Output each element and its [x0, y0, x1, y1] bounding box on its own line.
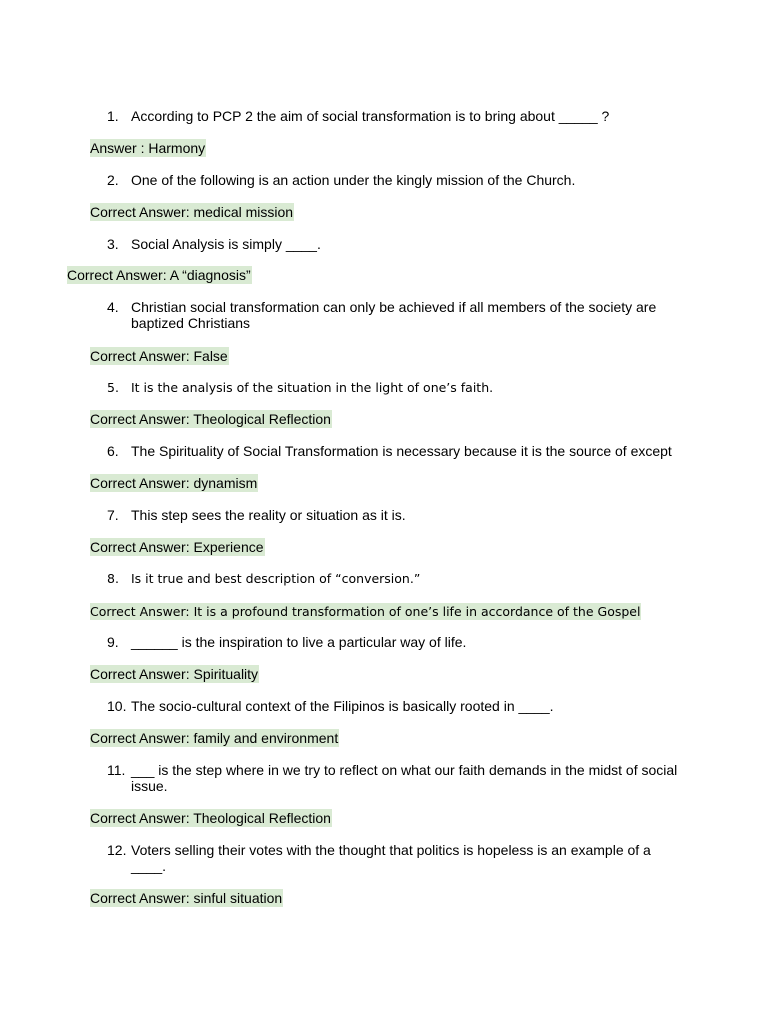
- question-item: [107, 172, 575, 188]
- answer-line: [90, 475, 258, 492]
- answer-text: Correct Answer: dynamism: [90, 475, 258, 491]
- question-number: 11.: [107, 762, 126, 778]
- question-item: [107, 698, 554, 714]
- answer-text: Correct Answer: family and environment: [90, 730, 339, 746]
- answer-line: [90, 666, 259, 683]
- question-number: 4.: [107, 299, 119, 315]
- question-item: [107, 634, 466, 650]
- answer-line: [90, 204, 294, 221]
- answer-line: [90, 730, 339, 747]
- answer-text: Correct Answer: Theological Reflection: [90, 411, 331, 427]
- question-number: 5.: [107, 380, 119, 395]
- question-item: [107, 443, 672, 459]
- question-number: 3.: [107, 236, 119, 252]
- question-text-continued: baptized Christians: [131, 315, 251, 331]
- answer-text: Correct Answer: It is a profound transformation of one’s life in accordance of the Gospel: [90, 604, 641, 619]
- question-item: [107, 299, 656, 331]
- question-number: 6.: [107, 443, 119, 459]
- answer-text: Correct Answer: medical mission: [90, 204, 294, 220]
- question-item: [107, 380, 493, 396]
- answer-line: [67, 267, 252, 284]
- answer-text: Correct Answer: sinful situation: [90, 890, 283, 906]
- question-text: ______ is the inspiration to live a particular way of life.: [131, 634, 467, 650]
- answer-text: Correct Answer: Experience: [90, 539, 264, 555]
- question-text: Christian social transformation can only be achieved if all members of the society are: [131, 299, 657, 315]
- question-text: It is the analysis of the situation in the light of one’s faith.: [131, 380, 494, 395]
- answer-text: Correct Answer: A “diagnosis”: [67, 267, 251, 283]
- answer-line: [90, 411, 332, 428]
- question-number: 10.: [107, 698, 127, 714]
- question-text: One of the following is an action under the kingly mission of the Church.: [131, 172, 576, 188]
- question-text: The Spirituality of Social Transformation is necessary because it is the source of except: [131, 443, 672, 459]
- question-item: [107, 842, 651, 874]
- question-number: 7.: [107, 507, 119, 523]
- answer-text: Correct Answer: Spirituality: [90, 666, 259, 682]
- question-text-continued: issue.: [131, 778, 168, 794]
- question-item: [107, 108, 609, 124]
- question-text: According to PCP 2 the aim of social transformation is to bring about _____ ?: [131, 108, 610, 124]
- question-number: 2.: [107, 172, 119, 188]
- question-text: Voters selling their votes with the thought that politics is hopeless is an example of a: [131, 842, 651, 858]
- question-text-continued: ____.: [131, 858, 167, 874]
- answer-text: Correct Answer: False: [90, 348, 228, 364]
- question-number: 8.: [107, 571, 119, 586]
- answer-text: Correct Answer: Theological Reflection: [90, 810, 331, 826]
- answer-line: [90, 810, 332, 827]
- question-number: 9.: [107, 634, 119, 650]
- question-text: Social Analysis is simply ____.: [131, 236, 321, 252]
- question-text: The socio-cultural context of the Filipinos is basically rooted in ____.: [131, 698, 554, 714]
- answer-line: [90, 140, 206, 157]
- question-item: [107, 507, 406, 523]
- question-text: Is it true and best description of “conversion.”: [131, 571, 421, 586]
- answer-line: [90, 539, 265, 556]
- question-number: 12.: [107, 842, 127, 858]
- question-item: [107, 236, 321, 252]
- question-number: 1.: [107, 108, 119, 124]
- answer-line: [90, 890, 283, 907]
- question-item: [107, 571, 420, 587]
- answer-line: [90, 348, 229, 365]
- question-text: ___ is the step where in we try to reflect on what our faith demands in the midst of social: [131, 762, 678, 778]
- answer-text: Answer : Harmony: [90, 140, 206, 156]
- question-item: [107, 762, 677, 794]
- answer-line: [90, 603, 641, 620]
- question-text: This step sees the reality or situation as it is.: [131, 507, 406, 523]
